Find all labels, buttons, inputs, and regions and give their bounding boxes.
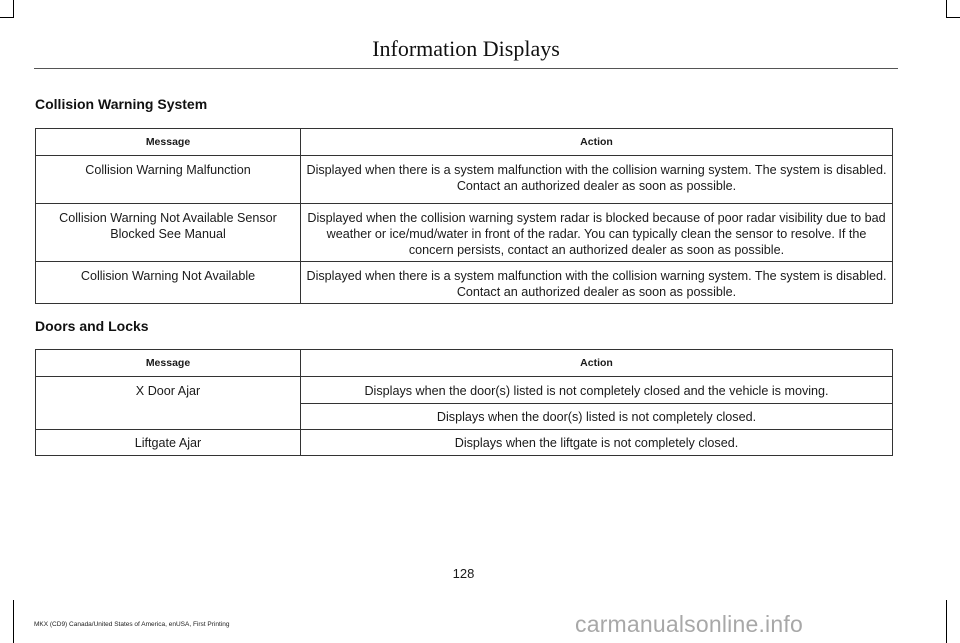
page-number: 128 xyxy=(452,566,475,581)
crop-mark-top-left-v xyxy=(13,0,14,18)
page-title-text: Information Displays xyxy=(372,36,560,61)
section-heading-collision-warning: Collision Warning System xyxy=(35,96,208,112)
action-cell: Displays when the door(s) listed is not completely closed. xyxy=(301,404,893,430)
header-rule xyxy=(34,68,898,69)
crop-mark-top-left-h xyxy=(0,17,14,18)
footer-note: MKX (CD9) Canada/United States of America, enUSA, First Printing xyxy=(34,621,230,628)
action-cell: Displayed when the collision warning system radar is blocked because of poor radar visibility due to bad weather or ice/mud/water in front of the radar. You can typically clean the sensor to resolve. If the concern persists, contact an authorized dealer as soon as possible. xyxy=(301,204,893,262)
action-cell: Displayed when there is a system malfunction with the collision warning system. The system is disabled. Contact an authorized dealer as soon as possible. xyxy=(301,156,893,204)
crop-mark-top-right-v xyxy=(946,0,947,18)
table-row xyxy=(36,262,893,304)
column-header-message: Message xyxy=(36,350,301,377)
table-row xyxy=(36,377,893,404)
table-header-row xyxy=(36,350,893,377)
column-header-message: Message xyxy=(36,129,301,156)
table-header-row xyxy=(36,129,893,156)
crop-mark-bottom-right-v xyxy=(946,600,947,643)
doors-and-locks-table xyxy=(35,349,893,456)
crop-mark-top-right-h xyxy=(946,17,960,18)
message-cell: Liftgate Ajar xyxy=(36,430,301,456)
column-header-action: Action xyxy=(301,129,893,156)
action-cell: Displays when the door(s) listed is not completely closed and the vehicle is moving. xyxy=(301,377,893,404)
table-row xyxy=(36,156,893,204)
crop-mark-bottom-left-v xyxy=(13,600,14,643)
watermark-link[interactable]: carmanualsonline.info xyxy=(575,611,803,637)
action-cell: Displayed when there is a system malfunction with the collision warning system. The system is disabled. Contact an authorized dealer as soon as possible. xyxy=(301,262,893,304)
page-title xyxy=(0,36,931,62)
message-cell: Collision Warning Malfunction xyxy=(36,156,301,204)
table-row xyxy=(36,204,893,262)
column-header-action: Action xyxy=(301,350,893,377)
table-row xyxy=(36,430,893,456)
collision-warning-table xyxy=(35,128,893,304)
action-cell: Displays when the liftgate is not completely closed. xyxy=(301,430,893,456)
message-cell: Collision Warning Not Available xyxy=(36,262,301,304)
message-cell: X Door Ajar xyxy=(36,377,301,430)
section-heading-doors-and-locks: Doors and Locks xyxy=(35,318,149,334)
message-cell: Collision Warning Not Available Sensor Blocked See Manual xyxy=(36,204,301,262)
